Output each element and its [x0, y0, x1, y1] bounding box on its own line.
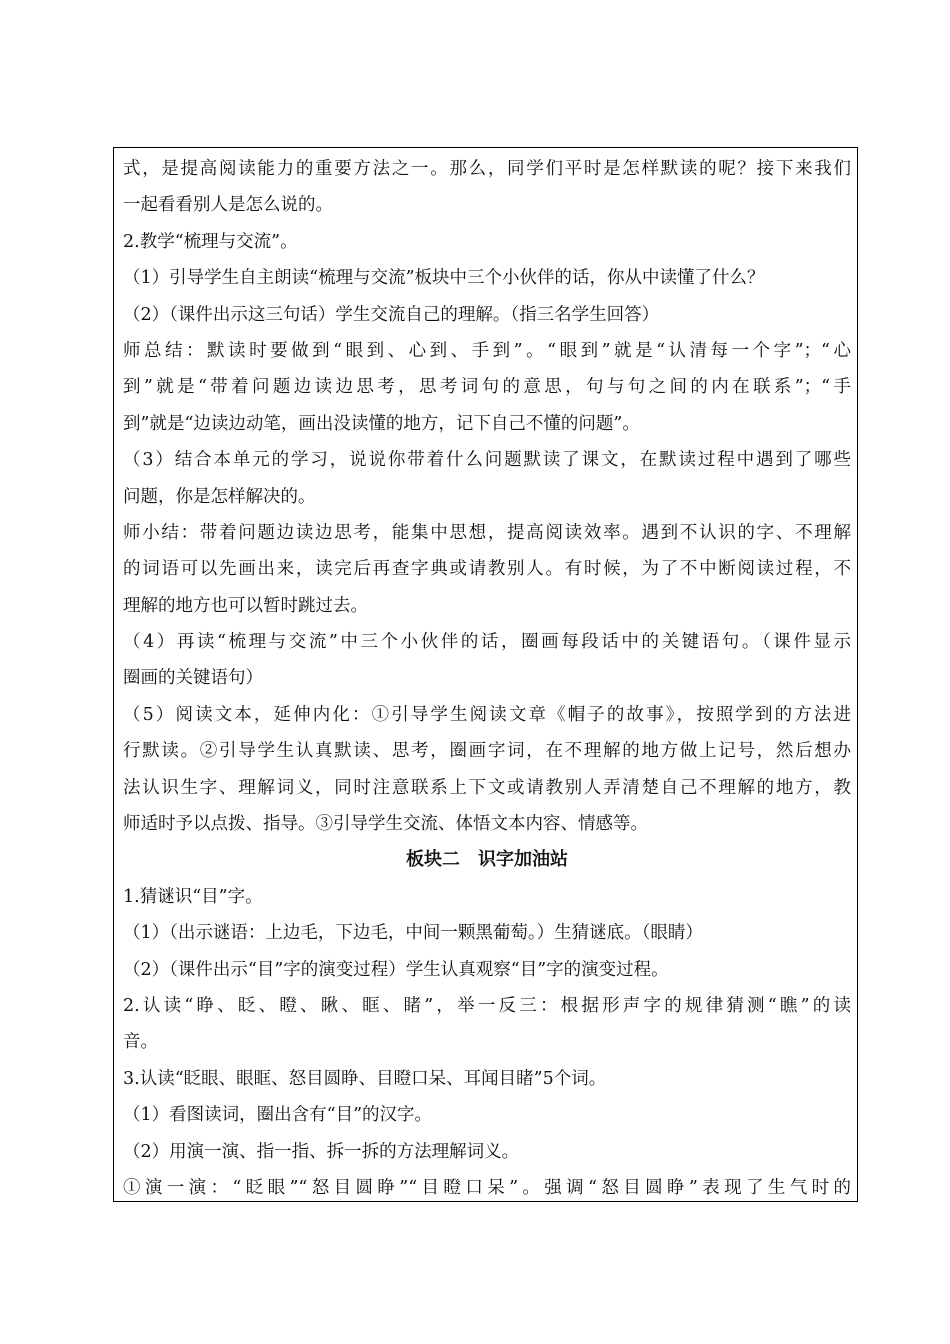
- document-table-frame: [113, 147, 858, 1202]
- paragraph-line: 到”就是“边读边动笔，画出没读懂的地方，记下自己不懂的问题”。: [123, 413, 640, 434]
- paragraph-line: 1.猜谜识“目”字。: [123, 886, 263, 907]
- paragraph-line: （2）用演一演、指一指、拆一拆的方法理解词义。: [123, 1141, 520, 1162]
- paragraph-line: 2.教学“梳理与交流”。: [123, 231, 298, 252]
- paragraph-line: （1）引导学生自主朗读“梳理与交流”板块中三个小伙伴的话，你从中读懂了什么？: [123, 268, 765, 289]
- paragraph-line: 一起看看别人是怎么说的。: [123, 195, 333, 216]
- paragraph-line: （2）（课件出示这三句话）学生交流自己的理解。（指三名学生回答）: [123, 304, 660, 325]
- paragraph-line: 3.认读“眨眼、眼眶、怒目圆睁、目瞪口呆、耳闻目睹”5个词。: [123, 1068, 607, 1089]
- paragraph-line: （2）（课件出示“目”字的演变过程）学生认真观察“目”字的演变过程。: [123, 959, 669, 980]
- paragraph-line: （1）（出示谜语：上边毛，下边毛，中间一颗黑葡萄。）生猜谜底。（眼睛）: [123, 923, 703, 944]
- paragraph-line: 法认识生字、理解词义，同时注意联系上下文或请教别人弄清楚自己不理解的地方，教: [123, 777, 851, 798]
- paragraph-line: 2.认读“睁、眨、瞪、瞅、眶、睹”，举一反三：根据形声字的规律猜测“瞧”的读: [123, 995, 851, 1016]
- paragraph-line: 到”就是“带着问题边读边思考，思考词句的意思，句与句之间的内在联系”；“手: [123, 377, 851, 398]
- paragraph-line: 问题，你是怎样解决的。: [123, 486, 316, 507]
- paragraph-line: （5）阅读文本，延伸内化：①引导学生阅读文章《帽子的故事》，按照学到的方法进: [123, 704, 851, 725]
- paragraph-line: 式，是提高阅读能力的重要方法之一。那么，同学们平时是怎样默读的呢？接下来我们: [123, 159, 851, 179]
- paragraph-line: 理解的地方也可以暂时跳过去。: [123, 595, 368, 616]
- paragraph-line: （3）结合本单元的学习，说说你带着什么问题默读了课文，在默读过程中遇到了哪些: [123, 450, 851, 471]
- document-body: [123, 151, 851, 1202]
- paragraph-line: 圈画的关键语句）: [123, 668, 263, 689]
- paragraph-line: 师小结：带着问题边读边思考，能集中思想，提高阅读效率。遇到不认识的字、不理解: [123, 522, 851, 543]
- paragraph-line: 行默读。②引导学生认真默读、思考，圈画字词，在不理解的地方做上记号，然后想办: [123, 741, 851, 762]
- paragraph-line: ①演一演：“眨眼”“怒目圆睁”“目瞪口呆”。强调“怒目圆睁”表现了生气时的: [123, 1177, 851, 1198]
- paragraph-line: 的词语可以先画出来，读完后再查字典或请教别人。有时候，为了不中断阅读过程，不: [123, 559, 851, 580]
- paragraph-line: 音。: [123, 1032, 158, 1053]
- paragraph-line: 师适时予以点拨、指导。③引导学生交流、体悟文本内容、情感等。: [123, 814, 648, 835]
- paragraph-line: （1）看图读词，圈出含有“目”的汉字。: [123, 1105, 433, 1126]
- paragraph-line: 师总结：默读时要做到“眼到、心到、手到”。“眼到”就是“认清每一个字”；“心: [123, 340, 851, 361]
- section-heading: 板块二 识字加油站: [406, 849, 568, 871]
- paragraph-line: （4）再读“梳理与交流”中三个小伙伴的话，圈画每段话中的关键语句。（课件显示: [123, 632, 851, 653]
